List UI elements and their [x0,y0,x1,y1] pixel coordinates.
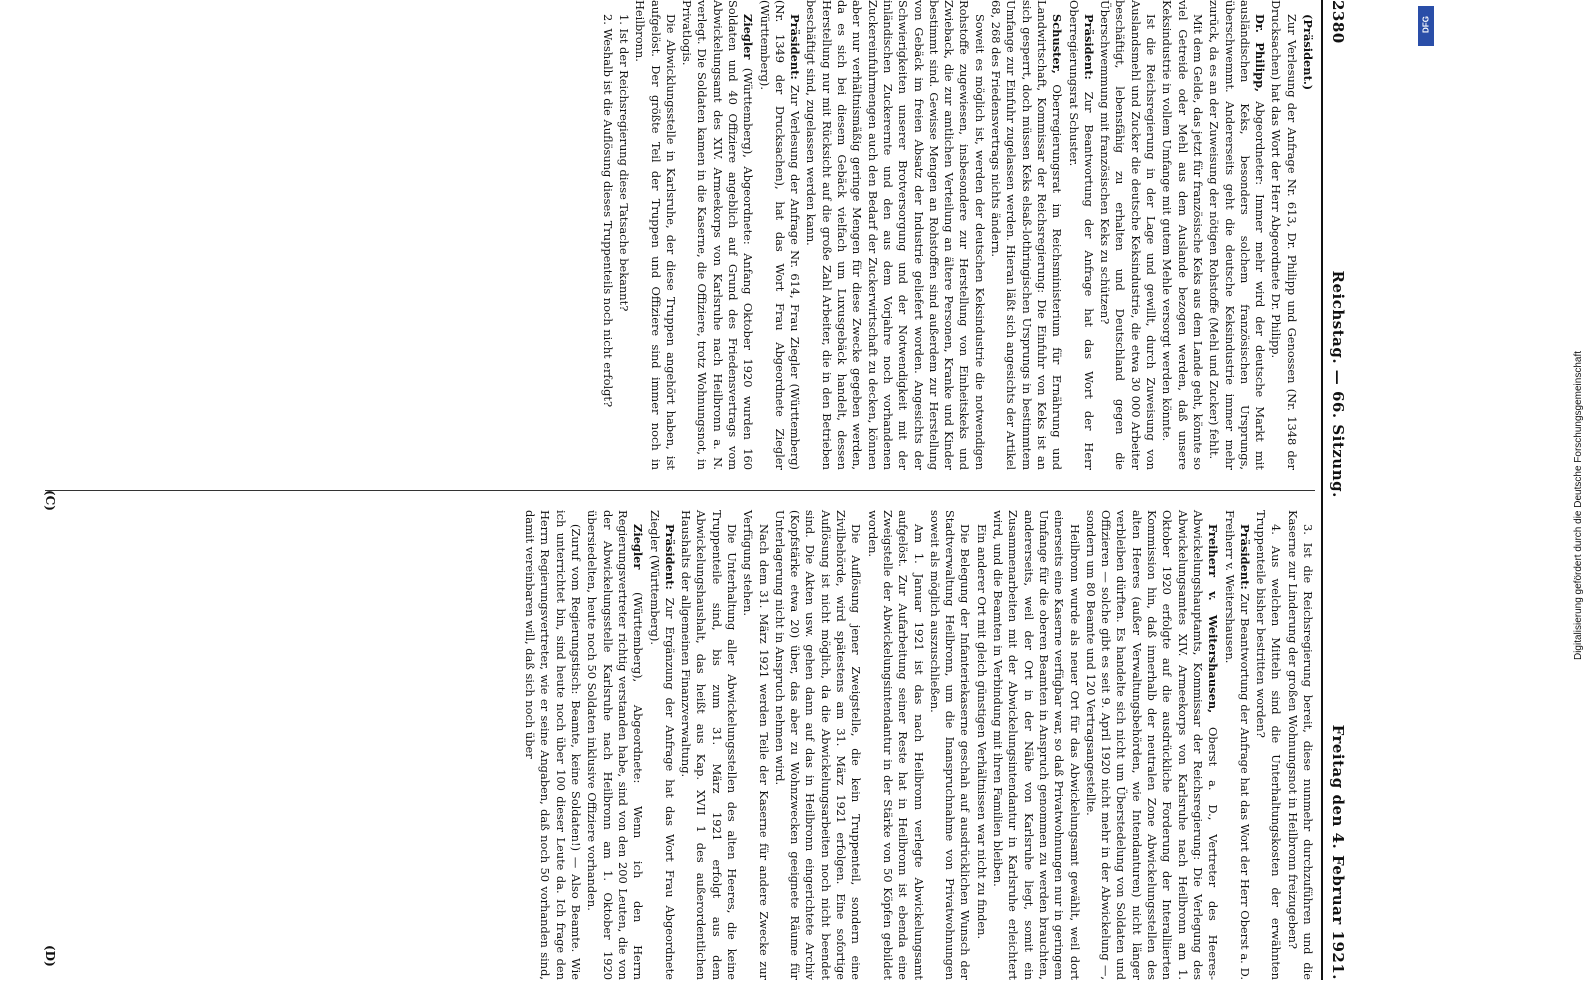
paragraph-text: Zur Beantwortung der Anfrage hat das Wort der Herr Oberregierungsrat Schuster. [1066,0,1096,470]
speaker-name: Präsident: [788,14,803,80]
paragraph-text: (Württemberg), Abgeordnete: Wenn ich den Herrn Regierungsvertreter richtig verstanden habe, sind von den 200 Leuten, die von der Abwickelungsstelle Karlsruhe nach Heilbronn am 1. Oktober 1920 übersiedelten, heute noch 50 Soldaten inklusive Offiziere vorhanden. [585,510,646,980]
speaker-name: (Präsident.) [1301,14,1315,91]
paragraph-text: Die Unterhaltung aller Abwickelungsstellen des alten Heeres, die keine Truppenteile sind, bis zum 31. März 1921 erfolgt aus dem Abwickelungshaushalt, das heißt aus Kap. XVII 1 des außerordentlichen Haushalts der allgemeinen Finanzverwaltung. [679,510,740,980]
paragraph [679,0,755,470]
paragraph-text: Oberregierungsrat im Reichsministerium für Ernährung und Landwirtschaft, Kommissar der Reichsregierung: Die Einfuhr von Keks ist an sich gesperrt, doch müssen Keks elsaß-lothringischen Ursprungs in bestimmtem Umfange zur Einfuhr zugelassen werden. Hieran läßt sich angesichts der Artikel 68, 268 des Friedensvertrags nichts ändern. [989,0,1065,470]
paragraph-text: Am 1. Januar 1921 ist das nach Heilbronn verlegte Abwickelungsamt aufgelöst. Zur Aufarbeitung seiner Reste hat in Heilbronn ist ebenda eine Zweigstelle der Abwickelungsintendantur in der Stärke von 50 Köpfen gebildet worden. [865,510,926,980]
speaker-name: Dr. Philipp, [1253,14,1268,93]
paragraph [616,0,631,470]
paragraph [864,510,925,980]
paragraph [584,510,645,980]
paragraph-text: 2. Weshalb ist die Auflösung dieses Truppenteils noch nicht erfolgt? [600,14,615,408]
paragraph-text: Ein anderer Ort mit gleich günstigen Verhältnissen war nicht zu finden. [974,524,989,940]
speaker-name: Präsident: [1237,524,1252,590]
paragraph [927,510,973,980]
paragraph [1221,510,1252,980]
speaker-name: Präsident: [662,524,677,590]
column-separator [45,490,1315,491]
paragraph-text: Oberst a. D., Vertreter des Heeres-Abwickelungshauptamts, Kommissar der Reichsregierung: Die Verlegung des Abwickelungsamtes XIV. Armeekorps von Karlsruhe nach Heilbronn am 1. Oktober 1920 erfolgte auf die ausdrückliche Forderung der Interalliierten Kommission hin, daß innerhalb der neutralen Zone Abwickelungsstellen des alten Heeres (außer Verwaltungsbehörden, wie Intendanturen) nicht länger verbleiben dürften. Es handelte sich nicht um Überstedelung von Soldaten und Offizieren — solche gibt es seit 9. April 1920 nicht mehr in der Abwickelung —, sondern um 80 Beamte und 120 Vertragsangestellte. [1083,510,1221,980]
left-text-column [45,0,1315,470]
speaker-name: Freiherr v. Weitershausen, [1206,524,1221,714]
header-date: Freitag den 4. Februar 1921. [1329,724,1347,980]
paragraph [632,0,678,470]
speaker-name: Ziegler [631,524,646,570]
dfg-badge [1418,6,1434,46]
margin-marker-d: (D) [43,945,57,967]
paragraph-text: Ist die Reichsregierung in der Lage und gewillt, durch Zuweisung von Auslandsmehl und Zucker die deutsche Keksindustrie, die etwa 30 000 Arbeiter beschäftigt, lebensfähig zu erhalten und Deutschland gegen die Überschwemmung mit französischen Keks zu schützen? [1098,0,1159,470]
paragraph [988,0,1064,470]
paragraph-text: (Zuruf vom Regierungstisch: Beamte, keine Soldaten!) — Also Beamte. Wie ich unterrichtet bin, sind heute noch über 100 dieser Leute da. Ich frage den Herrn Regierungsvertreter, wie er seine Angaben, daß noch 50 vorhanden sind, damit vereinbaren will, daß sich noch über [523,510,584,980]
paragraph-text: Die Auflösung jener Zweigstelle, die kein Truppenteil, sondern eine Zivilbehörde, wird spätestens am 31. März 1921 erfolgen. Eine sofortige Auflösung ist nicht möglich, da die Abwickelungsarbeiten noch nicht beendet sind. Die Akten usw. gehen dann auf das in Heilbronn eingerichtete Archiv (Kopfstärke etwa 20) über, das aber zu Wohnzwecken geeignete Räume für Unterlagerung nicht in Anspruch nehmen wird. [772,510,864,980]
paragraph [1097,0,1158,470]
paragraph [1300,0,1315,470]
speaker-name: Präsident: [1081,14,1096,80]
paragraph [1268,0,1299,470]
margin-marker-c: (C) [43,490,57,511]
paragraph-text: 3. Ist die Reichsregierung bereit, diese nunmehr durchzuführen und die Kaserne zur Linderung der großen Wohnungsnot in Heilbronn freizugeben? [1285,510,1315,980]
paragraph [756,0,802,470]
paragraph [1206,0,1267,470]
paragraph-text: Zur Verlesung der Anfrage Nr. 614, Frau Ziegler (Württemberg) (Nr. 1349 der Drucksachen), hat das Wort Frau Abgeordnete Ziegler (Württemberg). [757,0,803,470]
paragraph [646,510,677,980]
paragraph-text: Mit dem Gelde, das jetzt für französische Keks aus dem Lande geht, könnte so viel Getreide oder Mehl aus dem Auslande bezogen werden, daß unsere Keksindustrie in vollem Umfange mit gutem Mehle versorgt werden könnte. [1160,0,1205,470]
page-number: 2380 [1329,0,1347,44]
paragraph-text: 1. Ist der Reichsregierung diese Tatsache bekannt? [616,14,631,312]
paragraph-text: Zur Verlesung der Anfrage Nr. 613, Dr. Philipp und Genossen (Nr. 1348 der Drucksachen) hat das Wort der Herr Abgeordnete Dr. Philipp. [1269,0,1299,470]
paragraph-text: Die Abwicklungsstelle in Karlsruhe, der diese Truppen angehört haben, ist aufgelöst. Der größte Teil der Truppen und Offiziere sind immer noch in Heilbronn. [633,0,678,470]
paragraph [522,510,583,980]
rotated-document-page [27,0,1387,980]
speaker-name: Ziegler [741,14,756,60]
paragraph-text: 4. Aus welchen Mitteln sind die Unterhaltungskosten der erwähnten Truppenteile bisher bestritten worden? [1254,510,1284,980]
paragraph [973,510,988,980]
paragraph-text: Abgeordneter: Immer mehr wird der deutsche Markt mit ausländischen Keks, besonders solchem französischen Ursprungs, überschwemmt. Andererseits geht die deutsche Keksindustrie immer mehr zurück, da es an der Zuweisung der nötigen Rohstoffe (Mehl und Zucker) fehlt. [1207,0,1268,470]
header-rule [1321,0,1323,980]
paragraph [990,510,1082,980]
paragraph-text: Soweit es möglich ist, werden der deutschen Keksindustrie die notwendigen Rohstoffe zugewiesen, insbesondere zur Herstellung von Einheitskeks und Zwieback, die zur amtlichen Verteilung an ältere Personen, Kranke und Kinder bestimmt sind. Gewisse Mengen an Rohstoffen sind außerdem zur Herstellung von Gebäck im freien Absatz der Industrie geliefert worden. Angesichts der Schwierigkeiten unserer Brotversorgung und der Notwendigkeit mit der inländischen Zuckerernte und den aus dem Vorjahre noch vorhandenen Zuckereinfuhrmengen auch den Bedarf der Zuckerwirtschaft zu decken, können aber nur verhältnismäßig geringe Mengen für diese Zwecke gegeben werden, da es sich bei diesem Gebäck vielfach um Luxusgebäck handelt, dessen Herstellung nur mit Rücksicht auf die große Zahl Arbeiter, die in den Betrieben beschäftigt sind, zugelassen werden kann. [804,0,987,470]
paragraph [740,510,771,980]
paragraph-text: Nach dem 31. März 1921 werden Teile der Kaserne für andere Zwecke zur Verfügung stehen. [741,510,771,980]
paragraph-text: Zur Beantwortung der Anfrage hat das Wort der Herr Oberst a. D. Freiherr v. Weitershausen. [1222,510,1252,980]
paragraph [803,0,987,470]
paragraph-text: Zur Ergänzung der Anfrage hat das Wort Frau Abgeordnete Ziegler (Württemberg). [647,510,677,980]
paragraph [1065,0,1096,470]
paragraph-text: (Württemberg), Abgeordnete: Anfang Oktober 1920 wurden 160 Soldaten und 40 Offiziere angeblich auf Grund des Friedensvertrags vom Abwickelungsamt des XIV. Armeekorps von Karlsruhe nach Heilbronn a. N. verlegt. Die Soldaten kamen in die Kaserne, die Offiziere, trotz Wohnungsnot, in Privatlogis. [680,0,756,470]
paragraph-text: Die Belegung der Infanteriekaserne geschah auf ausdrücklichen Wunsch der Stadtverwaltung Heilbronn, um die Inanspruchnahme von Privatwohnungen soweit als möglich auszuschließen. [927,510,973,980]
paragraph [678,510,739,980]
paragraph [599,0,614,470]
right-text-column [45,510,1315,980]
paragraph [1159,0,1205,470]
paragraph [1253,510,1284,980]
speaker-name: Schuster, [1050,14,1065,74]
dfg-badge-text: DFG [1421,16,1431,33]
paragraph [772,510,864,980]
paragraph-text: Heilbronn wurde als neuer Ort für das Abwickelungsamt gewählt, weil dort einerseits eine Kaserne verfügbar war, so daß Privatwohnungen nur in geringem Umfange für die oberen Beamten in Anspruch genommen zu werden brauchten, andererseits, weil der Ort in der Nähe von Karlsruhe liegt, somit ein Zusammenarbeiten mit der Abwickelungsintendantur in Karlsruhe erleichtert wird, und die Beamten in Verbindung mit ihren Familien bleiben. [991,510,1082,980]
digitization-credit: Digitalisierung gefördert durch die Deutsche Forschungsgemeinschaft [1573,350,1584,661]
paragraph [1083,510,1221,980]
paragraph [1284,510,1315,980]
header-session-title: Reichstag. — 66. Sitzung. [1329,270,1347,498]
page-header [1323,0,1347,980]
